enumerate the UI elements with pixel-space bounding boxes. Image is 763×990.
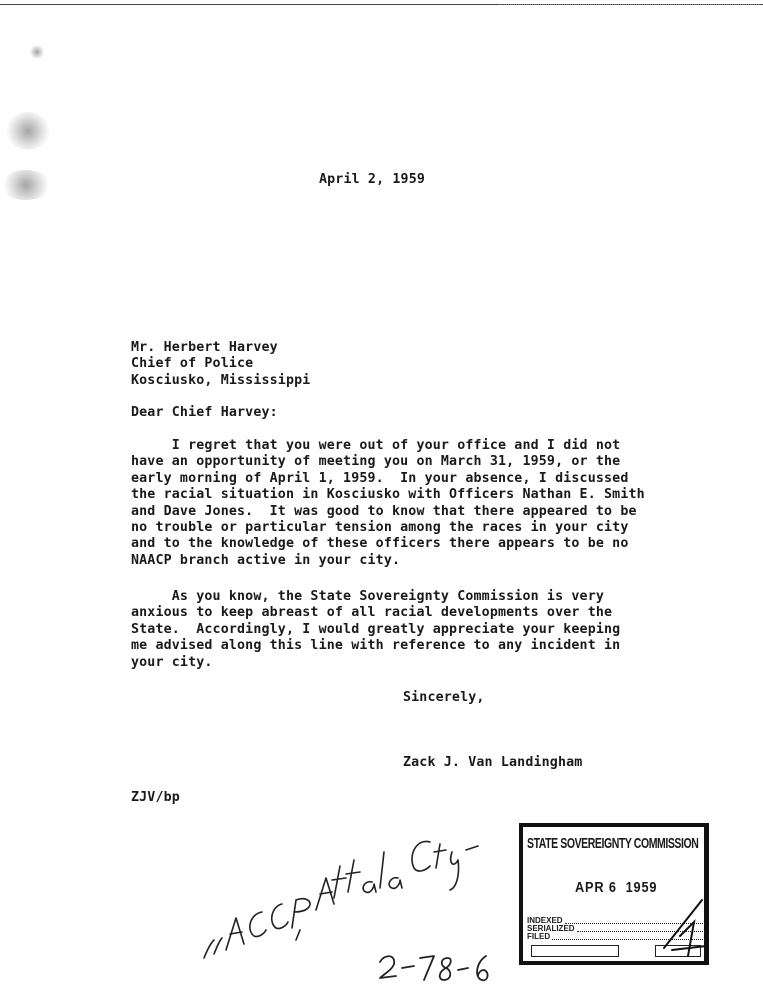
- stamp-field-label: INDEXED: [527, 916, 563, 925]
- stamp-date: APR 6 1959: [575, 879, 658, 896]
- recipient-title: Chief of Police: [131, 356, 254, 372]
- scan-smudge: [30, 45, 44, 59]
- handwritten-note-strokes: [204, 841, 478, 958]
- scan-smudge: [6, 112, 50, 150]
- stamp-field-label: SERIALIZED: [527, 924, 575, 933]
- stamp-boxes: [531, 945, 701, 957]
- top-edge-dotted-rule: [499, 0, 759, 5]
- body-paragraph-1: I regret that you were out of your office and I did not have an opportunity of meeting you on March 31, 1959, or the early morning of April 1, 1959. In your absence, I discussed the racial situation in Kosciusko with Officers Nathan E. Smith and Dave Jones. It was good to know that there appeared to be no trouble or particular tension among the races in your city and to the knowledge of these officers there appears to be no NAACP branch active in your city.: [131, 438, 645, 568]
- stamp-field-line: [577, 930, 705, 932]
- stamp-field-line: [565, 922, 705, 924]
- body-paragraph-2: As you know, the State Sovereignty Commission is very anxious to keep abreast of all racial developments over the State. Accordingly, I would greatly appreciate your keeping me advised along this line with reference to any incident in your city.: [131, 589, 621, 670]
- stamp-title: STATE SOVEREIGNTY COMMISSION: [527, 835, 699, 852]
- reference-initials: ZJV/bp: [131, 790, 180, 805]
- scan-smudge: [0, 170, 52, 200]
- recipient-address: [131, 340, 310, 389]
- salutation: Dear Chief Harvey:: [131, 405, 278, 420]
- recipient-location: Kosciusko, Mississippi: [131, 372, 311, 388]
- stamp-box: [655, 945, 701, 957]
- stamp-box: [531, 945, 619, 957]
- handwritten-file-number-strokes: [380, 956, 488, 980]
- letter-date: April 2, 1959: [319, 172, 426, 187]
- signature-name: Zack J. Van Landingham: [403, 755, 583, 770]
- stamp-field-line: [552, 938, 705, 940]
- stamp-field: [527, 933, 705, 941]
- received-stamp: [519, 823, 709, 965]
- recipient-name: Mr. Herbert Harvey: [131, 340, 278, 355]
- closing: Sincerely,: [403, 690, 485, 705]
- stamp-fields: [527, 917, 705, 941]
- stamp-field-label: FILED: [527, 932, 551, 941]
- stamp-field: [527, 925, 705, 933]
